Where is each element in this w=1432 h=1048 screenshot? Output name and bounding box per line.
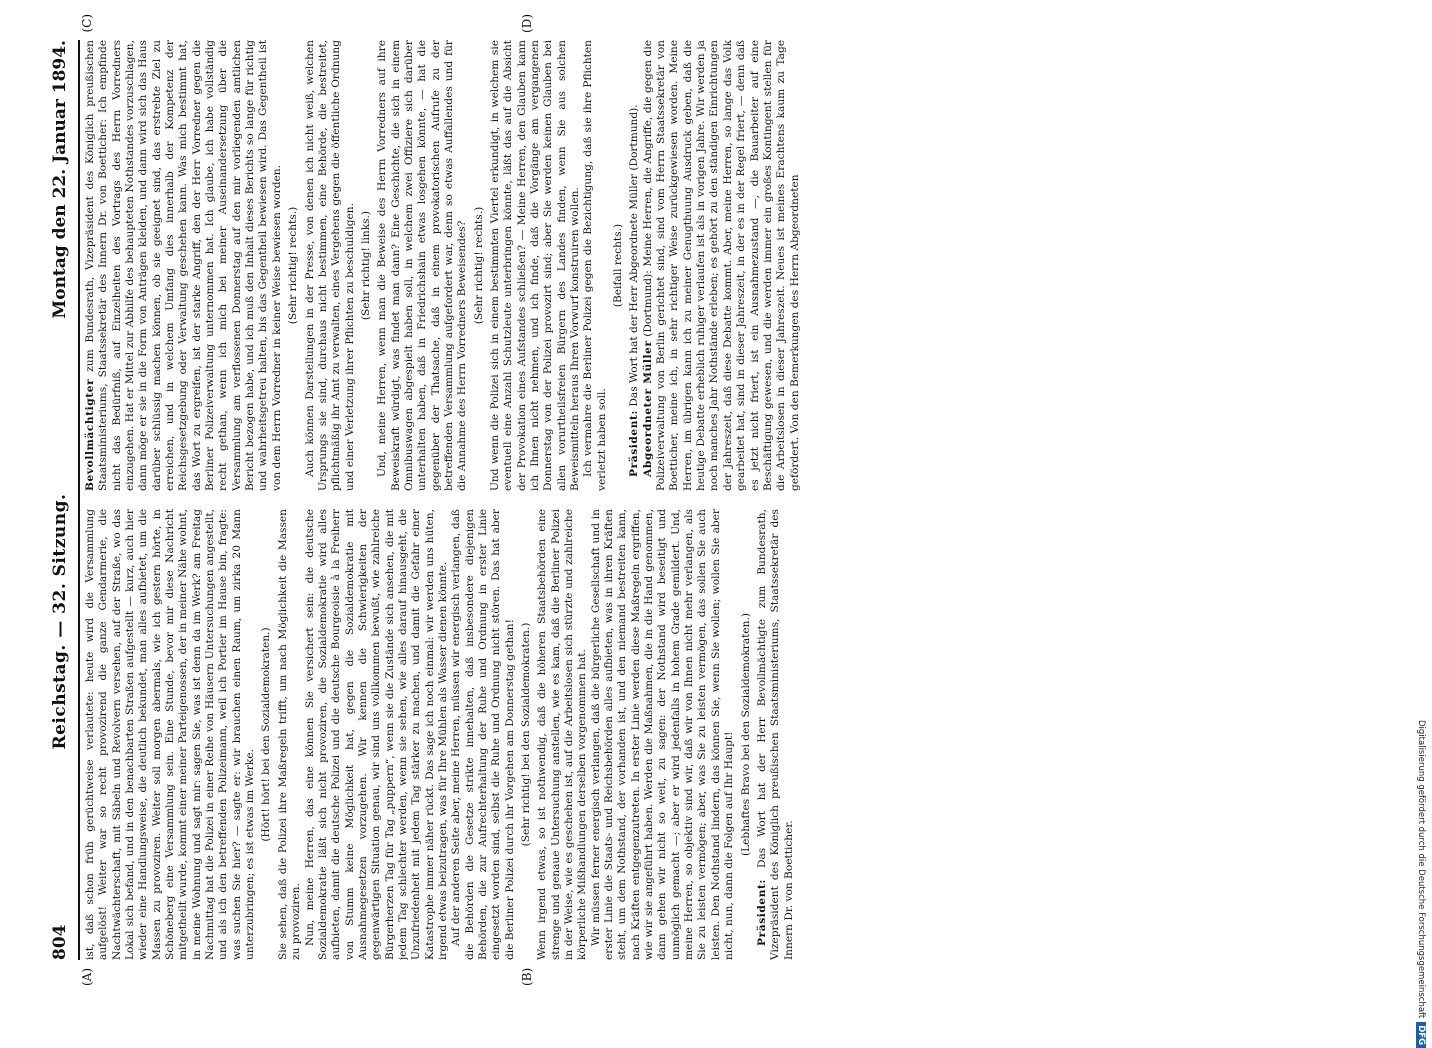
interjection: (Lebhaftes Bravo bei den Sozialdemokraten.) xyxy=(739,613,752,856)
margin-letter-a: (A) xyxy=(80,967,94,986)
paragraph: Auch können Darstellungen in der Presse, von denen ich nicht weiß, welchen Ursprungs sie sind, durchaus nicht bestimmen, eine Behörde, die bestreitet, pflichtmäßig ihr Amt zu verwalten, eines Vergehens gegen die öffentliche Ordnung und einer Verletzung ihrer Pflichten zu beschuldigen. xyxy=(303,40,356,491)
column-right xyxy=(84,40,1392,491)
page-number: 804 xyxy=(50,924,70,960)
margin-letter-c: (C) xyxy=(80,14,94,33)
paragraph: ist, daß schon früh gerüchtweise verlautete: heute wird die Versammlung aufgelöst! Weiter war so recht provozirend die ganze Gendarmerie, die Nachtwächterschaft, mit Säbeln und Revolvern versehen, auf der Straße, wo das Lokal sich befand, und in den benachbarten Straßen aufgestellt — kurz, auch hier wieder eine Handlungsweise, die deutlich bekundet, man alles aufbietet, um die Massen zu provoziren. Weiter soll morgen abermals, wie ich gestern hörte, in Schöneberg eine Versammlung sein. Eine Stunde, bevor mir diese Nachricht mitgetheilt wurde, kommt einer meiner Parteigenossen, der in meiner Nähe wohnt, in meine Wohnung und sagt mir: sagen Sie, was ist denn da im Werk? am Freitag Nachmittag hat die Polizei in einer Reihe von Häusern Untersuchungen angestellt, und als ich den betreffenden Polizeimann, weil ich Portier im Hause bin, fragte: was suchen Sie hier? — sagte er: wir brauchen einen Raum, um zirka 20 Mann unterzubringen; es ist etwas im Werke. xyxy=(84,509,257,960)
speaker-name: Abgeordneter Müller xyxy=(641,340,654,477)
paragraph: Und, meine Herren, wenn man die Beweise des Herrn Vorredners auf ihre Beweiskraft würdigt, was findet man dann? Eine Geschichte, die sich in einem Omnibuswagen abgespielt haben soll, in welchem zwei Offiziere sich darüber unterhalten haben, daß in Friedrichshain etwas losgehen könnte, — hat die gegenüber der Thatsache, daß in einem provokatorischen Aufrufe zu der betreffenden Versammlung aufgefordert war, denn so etwas Auffallendes und für die Annahme des Herrn Vorredners Beweisendes? xyxy=(376,40,469,491)
speaker-name: Präsident: xyxy=(755,878,768,946)
speaker-name: Bevollmächtigter xyxy=(84,378,96,491)
interjection: (Sehr richtig! rechts.) xyxy=(287,206,300,325)
paragraph: Wenn irgend etwas, so ist nothwendig, daß die höheren Staatsbehörden eine strenge und genaue Untersuchung anstellen, wie es kam, daß die Berliner Polizei in der Weise, wie es geschehen ist, auf die Arbeitslosen sich stürzte und zahlreiche körperliche Mißhandlungen derselben vorgenommen hat. xyxy=(536,509,589,960)
paragraph: Präsident: Das Wort hat der Herr Abgeordnete Müller (Dortmund). xyxy=(628,104,641,477)
paragraph: Auf der anderen Seite aber, meine Herren, müssen wir energisch verlangen, daß die Behörden die Gesetze strikte innehalten, daß insbesondere diejenigen Behörden, die zur Aufrechterhaltung der Ruhe und Ordnung in erster Linie eingesetzt worden sind, selbst die Ruhe und Ordnung nicht stören. Das hat aber die Berliner Polizei durch ihr Vorgehen am Donnerstag gethan! xyxy=(450,509,516,960)
column-left xyxy=(84,509,1392,960)
running-head-title: Reichstag. — 32. Sitzung. xyxy=(50,493,70,750)
interjection: (Beifall rechts.) xyxy=(612,223,625,308)
digitization-credit xyxy=(1414,720,1428,1046)
interjection: (Hört! hört! bei den Sozialdemokraten.) xyxy=(260,627,273,842)
paragraph: Bevollmächtigter zum Bundesrath, Vizepräsident des Königlich preußischen Staatsministeriums, Staatssekretär des Innern Dr. von Boetticher: Ich empfinde nicht das Bedürfniß, auf Einzelheiten des Vortrags des Herrn Vorredners einzugehen. Hat er Mittel zur Abhilfe des behaupteten Nothstandes vorzuschlagen, dann möge er sie in die Form von Anträgen kleiden, und dann wird sich das Haus darüber schlüssig machen können, ob sie geeignet sind, das erstrebte Ziel zu erreichen, und in welchem Umfang dies innerhalb der Kompetenz der Reichsgesetzgebung oder Verwaltung geschehen kann. Was mich bestimmt hat, das Wort zu ergreifen, ist der starke Angriff, den der Herr Vorredner gegen die Berliner Polizeiverwaltung unternommen hat. Ich glaube, ich habe vollständig recht gethan, wenn ich mich bei meiner Auseinandersetzung über die Versammlung am verflossenen Donnerstag auf den mir vorliegenden amtlichen Bericht bezogen habe, und ich muß den Inhalt dieses Berichts so lange für richtig und wahrheitsgetreu halten, bis das Gegentheil bewiesen wird. Das Gegentheil ist von dem Herrn Vorredner in keiner Weise bewiesen worden. xyxy=(84,40,283,491)
speaker-name: Präsident: xyxy=(628,409,641,477)
paragraph: Abgeordneter Müller (Dortmund): Meine Herren, die Angriffe, die gegen die Polizeiverwaltung von Berlin gerichtet sind, sind vom Herrn Staatssekretär von Boetticher, meine ich, in sehr richtiger Weise zurückgewiesen worden. Meine Herren, im übrigen kann ich zu meiner Genugthuung Ausdruck geben, daß die heutige Debatte erheblich ruhiger verlaufen ist als in vorigen Jahre. Wir werden ja noch manches Jahr Nothstände erleben; es gehört zu den ständigen Einrichtungen der Jahreszeit, daß diese Debatte kommt. Aber, meine Herren, so lange das Volk gearbeitet hat, sind in dieser Jahreszeit, in der es in der Regel friert, — denn daß es jetzt nicht friert, ist ein Ausnahmezustand —, die Bauarbeiter auf eine Beschäftigung gewesen, und die werden immer ein großes Kontingent stellen für die Arbeitslosen in dieser Jahreszeit. Neues ist meines Erachtens kaum zu Tage gefördert. Von den Bemerkungen des Herrn Abgeordneten xyxy=(641,40,801,491)
dfg-logo: DFG xyxy=(1416,1022,1426,1048)
paragraph: Nun, meine Herren, das eine können Sie versichert sein: die deutsche Sozialdemokratie läßt sich nicht provoziren, die Sozialdemokratie wird alles aufbieten, damit die deutsche Polizei und die deutsche Bourgeoisie à la Freiherr von Stumm keine Möglichkeit hat, gegen die Sozialdemokratie mit Ausnahmegesetzen vorzugehen. Wir kennen die Schwierigkeiten der gegenwärtigen Situation genau, wir sind uns vollkommen bewußt, wie zahlreiche Bürgerherzen Tag für Tag „puppern“, wenn sie die Zustände sich ansehen, die mit jedem Tag schlechter werden, wenn sie sehen, wie alles darauf hinausgeht, die Unzufriedenheit mit jedem Tag stärker zu machen, und damit die Gefahr einer Katastrophe immer näher rückt. Das sage ich noch einmal: wir werden uns hüten, irgend etwas beizutragen, was für Ihre Mühlen als Wasser dienen könnte. xyxy=(303,509,449,960)
interjection: (Sehr richtig! links.) xyxy=(359,210,372,321)
credit-text: Digitalisierung gefördert durch die Deutsche Forschungsgemeinschaft xyxy=(1416,720,1426,1019)
interjection: (Sehr richtig! bei den Sozialdemokraten.) xyxy=(520,622,532,847)
paragraph: Wir müssen ferner energisch verlangen, daß die bürgerliche Gesellschaft und in erster Linie die Staats- und Reichsbehörden alles aufbieten, was in ihren Kräften steht, um dem Nothstand, der vorhanden ist, und den niemand bestreiten kann, nach Kräften entgegenzutreten. In erster Linie werden diese Maßregeln ergriffen, wie wir sie angeführt haben. Werden die Maßnahmen, die in die Hand genommen, dann gehen wir nicht so weit, zu sagen: der Nothstand wird beseitigt und unmöglich gemacht —; aber er wird jedenfalls in hohem Grade gemildert. Und, meine Herren, so objektiv sind wir, daß wir von Ihnen nicht mehr verlangen, als Sie zu leisten vermögen; aber, was Sie zu leisten vermögen, das sollen Sie auch leisten. Den Nothstand lindern, das können Sie, wenn Sie wollen; wollen Sie aber nicht, nun, dann die Folgen auf Ihr Haupt! xyxy=(589,509,736,960)
running-head-date: Montag den 22. Januar 1894. xyxy=(50,40,70,319)
margin-letter-b: (B) xyxy=(520,967,534,986)
paragraph: Präsident: Das Wort hat der Herr Bevollmächtigte zum Bundesrath, Vizepräsident des Königlich preußischen Staatsministeriums, Staatssekretär des Innern Dr. von Boetticher. xyxy=(755,509,795,960)
text-columns xyxy=(84,40,1392,960)
margin-letter-d: (D) xyxy=(520,14,534,33)
paragraph: Ich vermahre die Berliner Polizei gegen die Bezichtigung, daß sie ihre Pflichten verletzt haben soll. xyxy=(582,40,608,491)
paragraph: Und wenn die Polizei sich in einem bestimmten Viertel erkundigt, in welchem sie eventuell eine Anzahl Schutzleute unterbringen könnte, läßt das auf die Absicht der Provokation eines Aufstandes schließen? — Meine Herren, den Glauben kann ich Ihnen nicht nehmen, und ich finde, daß die Vorgänge am vergangenen Donnerstag von der Polizei provozirt sind; aber Sie werden keinen Glauben bei allen vorurtheilsfreien Bürgern des Landes finden, wenn Sie aus solchen Beweismitteln heraus Ihren Vorwurf konstruiren wollen. xyxy=(488,40,582,491)
running-head xyxy=(50,40,80,960)
interjection: (Sehr richtig! rechts.) xyxy=(472,206,485,325)
page-body xyxy=(50,10,1412,990)
paragraph: Sie sehen, daß die Polizei ihre Maßregeln trifft, um nach Möglichkeit die Massen zu provoziren. xyxy=(276,509,303,960)
